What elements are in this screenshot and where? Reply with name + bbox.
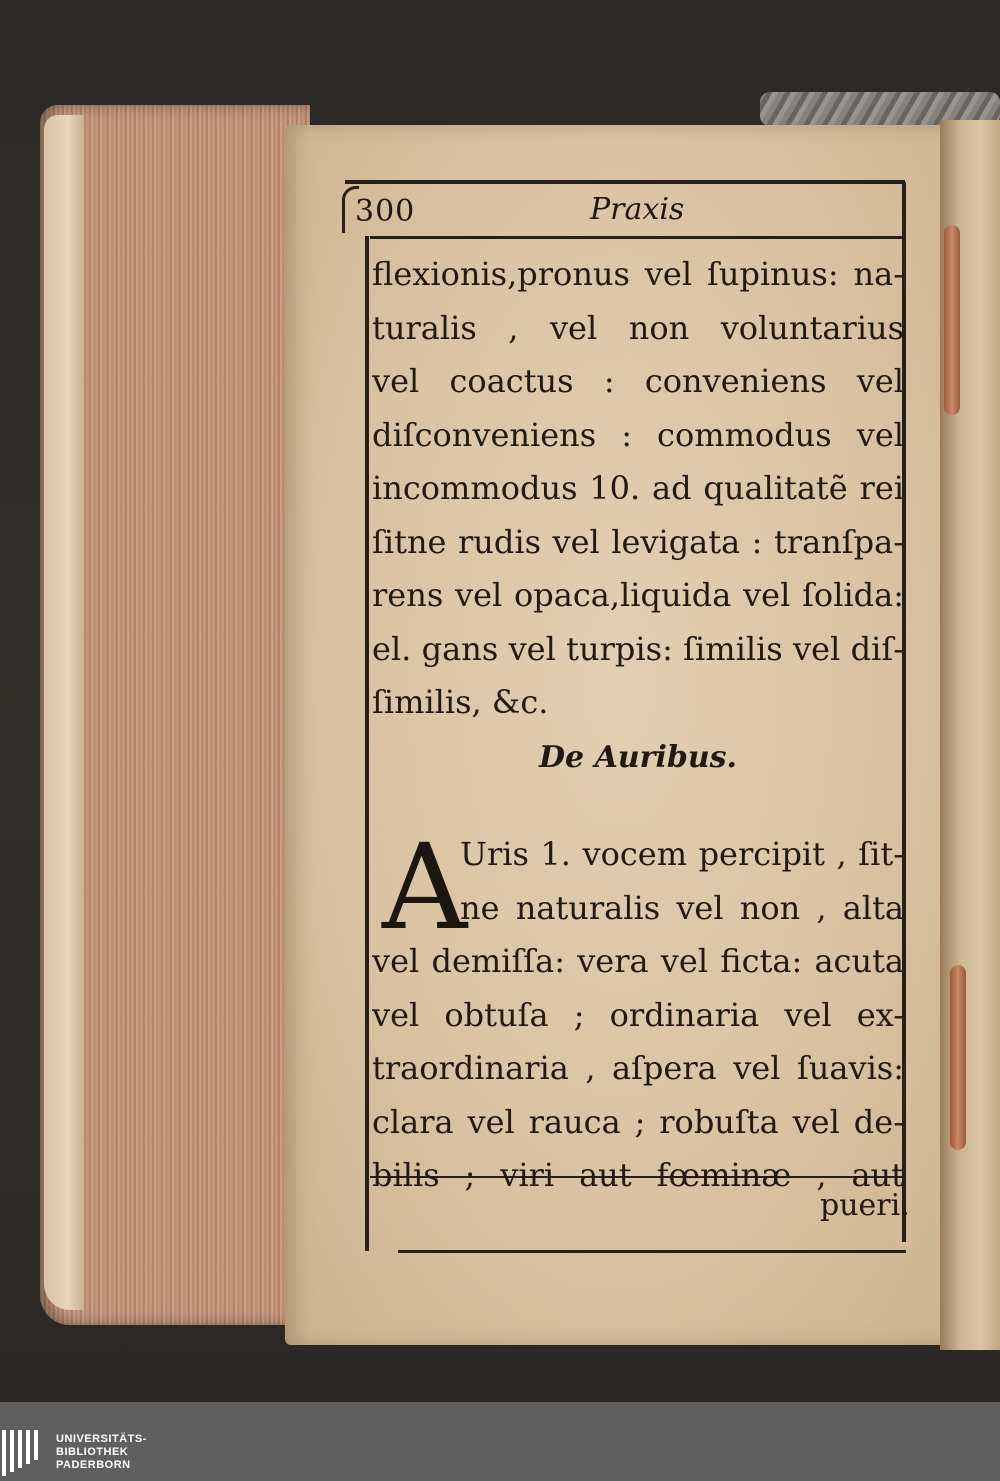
text-line: bilis ; viri aut fœminæ , aut [372, 1156, 904, 1194]
sewing-thread [950, 965, 966, 1150]
frame-left-rule [365, 236, 369, 1251]
header-rule [370, 236, 904, 239]
library-name-line: BIBLIOTHEK [56, 1446, 129, 1458]
text-line: ſitne rudis vel levigata : tranſpa- [372, 522, 904, 561]
text-line: diſconveniens : commodus vel [372, 415, 904, 454]
library-name [56, 1433, 147, 1472]
text-line: vel demiſſa: vera vel ficta: acuta [372, 942, 904, 980]
text-line: el. gans vel turpis: ſimilis vel diſ- [372, 629, 904, 668]
library-footer-bar [0, 1402, 1000, 1481]
section-heading: De Auribus. [539, 740, 737, 775]
drop-cap: A [382, 818, 468, 956]
text-line: clara vel rauca ; robuſta vel de- [372, 1102, 904, 1141]
text-line: ſimilis, &c. [372, 683, 549, 721]
text-line: turalis , vel non voluntarius [372, 308, 904, 347]
sewing-thread [944, 225, 960, 415]
running-head: Praxis [590, 192, 685, 227]
text-block-bottom [372, 935, 904, 1203]
text-line: vel coactus : conveniens vel [372, 362, 904, 400]
library-name-line: PADERBORN [56, 1459, 131, 1471]
text-line: Uris 1. vocem percipit , ſit- [460, 835, 904, 873]
frame-top-rule [345, 180, 905, 184]
text-line: incommodus 10. ad qualitatẽ rei [372, 469, 904, 507]
library-name-line: UNIVERSITÄTS- [56, 1433, 147, 1445]
text-block-top [372, 248, 904, 730]
page-number: 300 [355, 194, 416, 229]
catchword: pueri. [820, 1188, 910, 1223]
text-block-dropcap [460, 828, 904, 935]
text-line: traordinaria , aſpera vel ſuavis: [372, 1049, 904, 1087]
text-line: rens vel opaca,liquida vel ſolida: [372, 576, 904, 614]
text-line: ne naturalis vel non , alta [460, 888, 904, 927]
library-logo-icon [2, 1430, 46, 1478]
book-cover-edge [44, 115, 84, 1310]
text-line: vel obtuſa ; ordinaria vel ex- [372, 995, 904, 1034]
frame-bottom-rule [398, 1250, 906, 1253]
text-line: flexionis,pronus vel ſupinus: na- [372, 255, 904, 293]
